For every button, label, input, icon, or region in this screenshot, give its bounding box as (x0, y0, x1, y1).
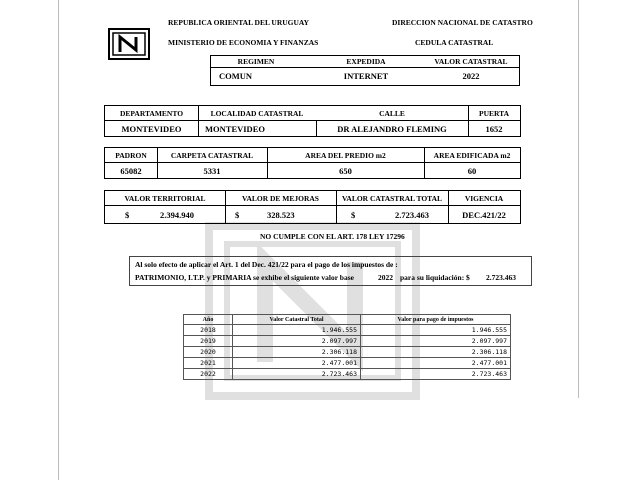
valor-mejoras-currency: $ (235, 210, 240, 220)
location-table (104, 105, 521, 137)
history-total: 2.723.463 (233, 369, 361, 380)
valor-total-header: VALOR CATASTRAL TOTAL (341, 194, 443, 203)
header-document-title: CEDULA CATASTRAL (415, 38, 494, 47)
valores-table (104, 190, 521, 224)
padron-value: 65082 (120, 166, 142, 176)
history-header-total: Valor Catastral Total (233, 315, 361, 325)
padron-table (104, 147, 521, 179)
header-direction: DIRECCION NACIONAL DE CATASTRO (392, 18, 533, 27)
table-row (184, 369, 511, 380)
history-total: 2.306.118 (233, 347, 361, 358)
area-edificada-header: AREA EDIFICADA m2 (433, 151, 511, 160)
calle-value: DR ALEJANDRO FLEMING (337, 124, 447, 134)
valor-catastral-year: 2022 (462, 71, 480, 81)
regimen-value: COMUN (219, 71, 253, 81)
area-predio-value: 650 (339, 166, 352, 176)
padron-header: PADRON (115, 151, 147, 160)
valor-territorial-currency: $ (125, 210, 130, 220)
catastro-logo-icon (108, 28, 150, 60)
history-year: 2018 (184, 325, 233, 336)
valor-mejoras-value: 328.523 (267, 210, 295, 220)
area-predio-header: AREA DEL PREDIO m2 (305, 151, 386, 160)
history-header-tax: Valor para pago de impuestos (361, 315, 511, 325)
regimen-header: REGIMEN (237, 57, 275, 66)
history-table (183, 314, 511, 380)
valor-total-currency: $ (351, 210, 356, 220)
localidad-header: LOCALIDAD CATASTRAL (210, 109, 304, 118)
valor-mejoras-header: VALOR DE MEJORAS (242, 194, 319, 203)
history-year: 2020 (184, 347, 233, 358)
history-tax: 2.097.997 (361, 336, 511, 347)
regimen-table (210, 55, 520, 86)
vigencia-value: DEC.421/22 (462, 210, 506, 220)
history-total: 1.946.555 (233, 325, 361, 336)
puerta-header: PUERTA (478, 109, 509, 118)
compliance-notice: NO CUMPLE CON EL ART. 178 LEY 17296 (260, 232, 405, 241)
header-country: REPUBLICA ORIENTAL DEL URUGUAY (168, 18, 310, 27)
vigencia-header: VIGENCIA (464, 194, 504, 203)
tax-base-amount: 2.723.463 (486, 273, 516, 282)
history-tax: 2.723.463 (361, 369, 511, 380)
carpeta-header: CARPETA CATASTRAL (170, 151, 254, 160)
expedida-value: INTERNET (343, 71, 389, 81)
carpeta-value: 5331 (203, 166, 221, 176)
history-tax: 2.306.118 (361, 347, 511, 358)
history-total: 2.097.997 (233, 336, 361, 347)
history-tax: 2.477.001 (361, 358, 511, 369)
header-ministry: MINISTERIO DE ECONOMIA Y FINANZAS (168, 38, 319, 47)
departamento-header: DEPARTAMENTO (119, 109, 184, 118)
table-row (184, 325, 511, 336)
history-year: 2022 (184, 369, 233, 380)
history-total: 2.477.001 (233, 358, 361, 369)
puerta-value: 1652 (485, 124, 503, 134)
history-tax: 1.946.555 (361, 325, 511, 336)
valor-territorial-header: VALOR TERRITORIAL (124, 194, 206, 203)
table-row (184, 358, 511, 369)
valor-total-value: 2.723.463 (395, 210, 429, 220)
tax-base-box (129, 256, 532, 286)
localidad-value: MONTEVIDEO (205, 124, 265, 134)
history-header-year: Año (184, 315, 233, 325)
table-row (184, 347, 511, 358)
history-year: 2021 (184, 358, 233, 369)
tax-base-year: 2022 (378, 273, 393, 282)
tax-base-label: para su liquidación: $ (400, 273, 470, 282)
valor-territorial-value: 2.394.940 (160, 210, 194, 220)
calle-header: CALLE (379, 109, 405, 118)
page-right-border (578, 0, 579, 398)
tax-base-line1: Al solo efecto de aplicar el Art. 1 del Dec. 421/22 para el pago de los impuestos de : (135, 260, 398, 269)
area-edificada-value: 60 (467, 166, 477, 176)
page-left-border (58, 0, 59, 480)
valor-catastral-header: VALOR CATASTRAL (434, 57, 508, 66)
history-year: 2019 (184, 336, 233, 347)
expedida-header: EXPEDIDA (346, 57, 386, 66)
tax-base-line2: PATRIMONIO, I.T.P. y PRIMARIA se exhibe el siguiente valor base (135, 273, 354, 282)
departamento-value: MONTEVIDEO (121, 124, 182, 134)
table-row (184, 336, 511, 347)
